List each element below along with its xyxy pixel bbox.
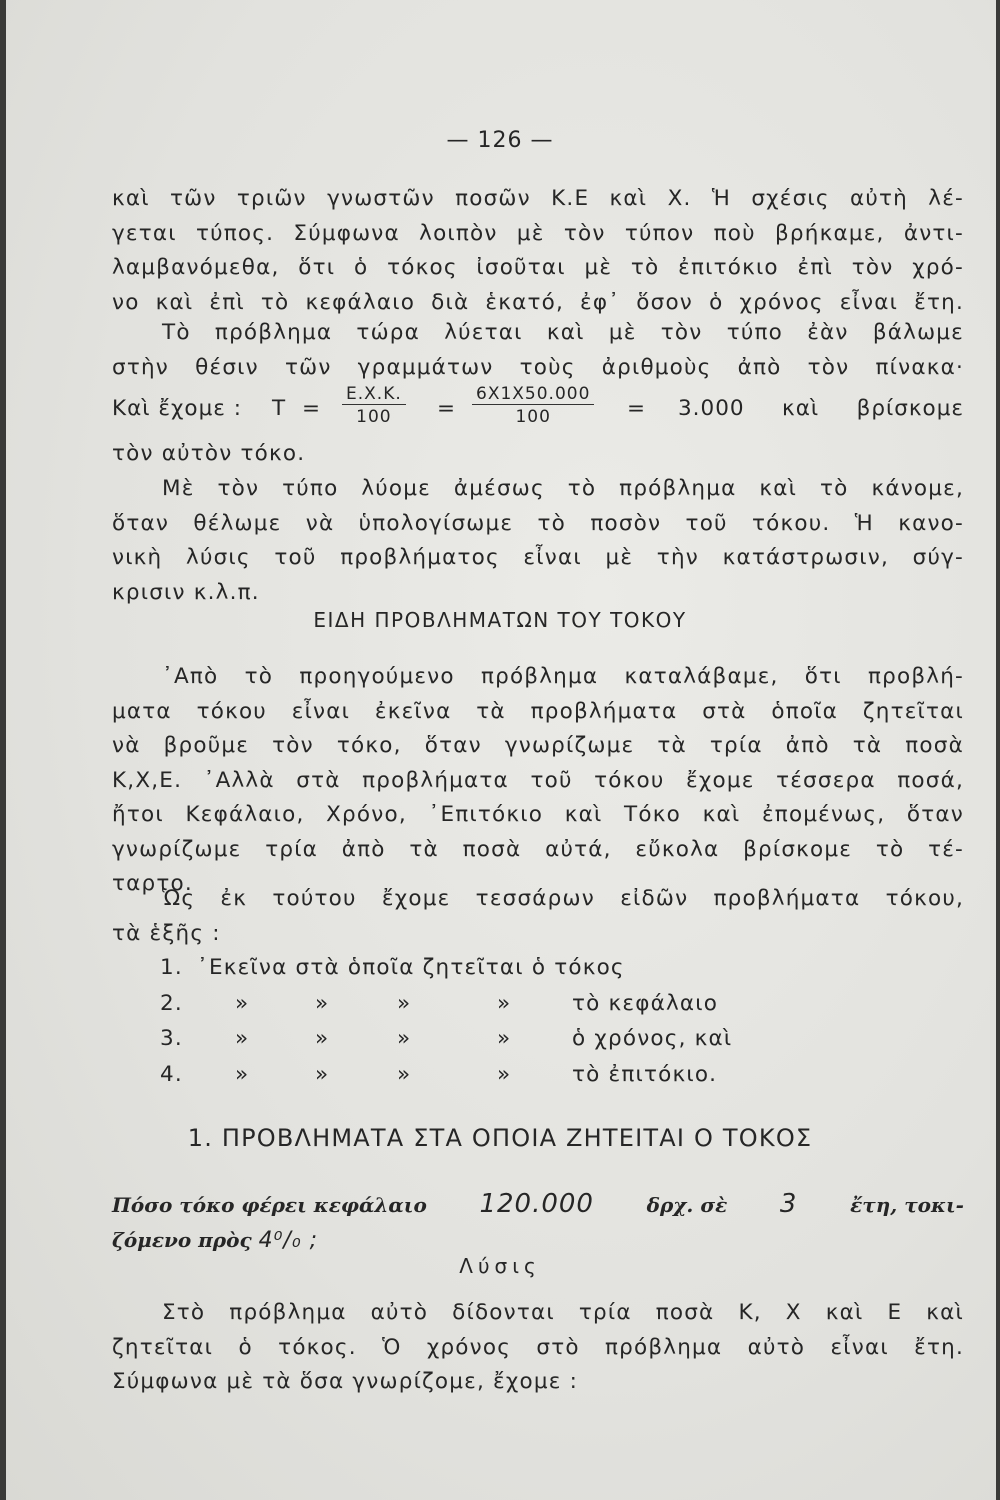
text-line: ματα τόκου εἶναι ἐκεῖνα τὰ προβλήματα στὰ ὁποῖα ζητεῖται: [112, 698, 964, 724]
formula-result: 3.000 καὶ βρίσκομε: [678, 396, 964, 421]
ditto-mark: »: [235, 990, 250, 1016]
text-line: Τὸ πρόβλημα τώρα λύεται καὶ μὲ τὸν τύπο ἐὰν βάλωμε: [162, 320, 964, 345]
text-line: καὶ τῶν τριῶν γνωστῶν ποσῶν Κ.Ε καὶ Χ. Ἡ σχέσις αὐτὴ λέ-: [112, 186, 964, 211]
list-item: [160, 986, 780, 1022]
paragraph-formula-use: [112, 472, 964, 610]
ditto-mark: »: [315, 990, 330, 1016]
solution-label: Λύσις: [459, 1254, 541, 1278]
text-line: Σύμφωνα μὲ τὰ ὅσα γνωρίζομε, ἔχομε :: [112, 1369, 579, 1394]
ditto-mark: »: [497, 1061, 512, 1087]
formula-equals: =: [437, 396, 457, 421]
paragraph-table-substitution: [112, 316, 964, 385]
formula-tail: [112, 437, 964, 472]
problem-text: ἔτη, τοκι-: [850, 1193, 964, 1217]
list-number: 1.: [160, 955, 183, 980]
formula-lead: Καὶ ἔχομε :: [112, 396, 242, 421]
list-number: 3.: [160, 1026, 183, 1051]
list-number: 4.: [160, 1061, 183, 1087]
ditto-mark: »: [497, 1026, 512, 1051]
ditto-mark: »: [235, 1061, 250, 1087]
ditto-mark: »: [315, 1061, 330, 1087]
list-number: 2.: [160, 990, 183, 1016]
text-line: νικὴ λύσις τοῦ προβλήματος εἶναι μὲ τὴν κατάστρωσιν, σύγ-: [112, 545, 964, 570]
list-text: τὸ ἐπιτόκιο.: [572, 1061, 718, 1087]
text-line: τὰ ἑξῆς :: [112, 920, 221, 946]
list-text: ᾿Εκεῖνα στὰ ὁποῖα ζητεῖται ὁ τόκος: [197, 955, 625, 980]
text-line: ᾿Απὸ τὸ προηγούμενο πρόβλημα καταλάβαμε, ὅτι προβλή-: [162, 664, 964, 689]
problem-years: 3: [779, 1189, 798, 1219]
ditto-mark: »: [397, 990, 412, 1016]
text-line: γεται τύπος. Σύμφωνα λοιπὸν μὲ τὸν τύπον ποὺ βρήκαμε, ἀντι-: [112, 220, 964, 246]
text-line: Ὡς ἐκ τούτου ἔχομε τεσσάρων εἰδῶν προβλήματα τόκου,: [162, 886, 964, 911]
section-heading: 1. ΠΡΟΒΛΗΜΑΤΑ ΣΤΑ ΟΠΟΙΑ ΖΗΤΕΙΤΑΙ Ο ΤΟΚΟΣ: [187, 1124, 813, 1152]
paragraph-formula-intro: [112, 182, 964, 320]
list-item: [160, 1021, 780, 1057]
fraction-denominator: 100: [356, 407, 392, 427]
text-line: ὅταν θέλωμε νὰ ὑπολογίσωμε τὸ ποσὸν τοῦ τόκου. Ἡ κανο-: [112, 510, 964, 536]
text-line: νὰ βροῦμε τὸν τόκο, ὅταν γνωρίζωμε τὰ τρία ἀπὸ τὰ ποσὰ: [112, 733, 964, 758]
problem-text: δρχ. σὲ: [646, 1193, 728, 1217]
list-text: τὸ κεφάλαιο: [572, 990, 719, 1016]
formula-equals: =: [627, 396, 647, 421]
problem-statement: [112, 1186, 964, 1258]
problem-kinds-list: [160, 950, 780, 1092]
problem-amount: 120.000: [479, 1189, 594, 1219]
paragraph-solution: [112, 1296, 964, 1400]
text-line: Μὲ τὸν τύπο λύομε ἀμέσως τὸ πρόβλημα καὶ τὸ κάνομε,: [162, 476, 964, 501]
fraction-numerator: Ε.Χ.Κ.: [342, 384, 406, 405]
problem-text: Πόσο τόκο φέρει κεφάλαιο: [112, 1193, 427, 1217]
formula-variable: Τ: [272, 396, 287, 421]
text-line: γνωρίζωμε τρία ἀπὸ τὰ ποσὰ αὐτά, εὔκολα βρίσκομε τὸ τέ-: [112, 836, 964, 862]
fraction-symbolic: [342, 384, 406, 427]
ditto-mark: »: [235, 1026, 250, 1051]
text-line: στὴν θέσιν τῶν γραμμάτων τοὺς ἀριθμοὺς ἀπὸ τὸν πίνακα·: [112, 354, 964, 380]
text-line: Στὸ πρόβλημα αὐτὸ δίδονται τρία ποσὰ Κ, Χ καὶ Ε καὶ: [162, 1300, 964, 1325]
text-line: κρισιν κ.λ.π.: [112, 579, 260, 605]
ditto-mark: »: [397, 1061, 412, 1087]
list-text: ὁ χρόνος, καὶ: [572, 1026, 733, 1051]
text-line: λαμβανόμεθα, ὅτι ὁ τόκος ἰσοῦται μὲ τὸ ἐπιτόκιο ἐπὶ τὸν χρό-: [112, 255, 964, 280]
list-item: [160, 1057, 780, 1093]
text-line: ζητεῖται ὁ τόκος. Ὁ χρόνος στὸ πρόβλημα αὐτὸ εἶναι ἔτη.: [112, 1334, 964, 1360]
section-heading: ΕΙΔΗ ΠΡΟΒΛΗΜΑΤΩΝ ΤΟΥ ΤΟΚΟΥ: [313, 608, 687, 632]
formula-equals: =: [302, 396, 322, 421]
page-number: — 126 —: [446, 128, 554, 153]
ditto-mark: »: [315, 1026, 330, 1051]
paragraph-four-kinds: [112, 882, 964, 951]
problem-text: ζόμενο πρὸς: [112, 1228, 252, 1252]
text-line: Κ,Χ,Ε. ᾿Αλλὰ στὰ προβλήματα τοῦ τόκου ἔχομε τέσσερα ποσά,: [112, 767, 964, 793]
list-item: [160, 950, 780, 986]
text-line: τὸν αὐτὸν τόκο.: [112, 441, 306, 466]
paragraph-problem-types: [112, 660, 964, 902]
fraction-numeric: [472, 384, 594, 427]
problem-rate: 4⁰/₀ ;: [258, 1228, 319, 1253]
text-line: ταρτο.: [112, 871, 193, 896]
fraction-numerator: 6Χ1Χ50.000: [472, 384, 594, 405]
text-line: νο καὶ ἐπὶ τὸ κεφάλαιο διὰ ἑκατό, ἐφ᾽ ὅσον ὁ χρόνος εἶναι ἔτη.: [112, 289, 964, 315]
ditto-mark: »: [397, 1026, 412, 1051]
fraction-denominator: 100: [515, 407, 551, 427]
ditto-mark: »: [497, 990, 512, 1016]
text-line: ἤτοι Κεφάλαιο, Χρόνο, ᾿Επιτόκιο καὶ Τόκο καὶ ἐπομένως, ὅταν: [112, 802, 964, 827]
